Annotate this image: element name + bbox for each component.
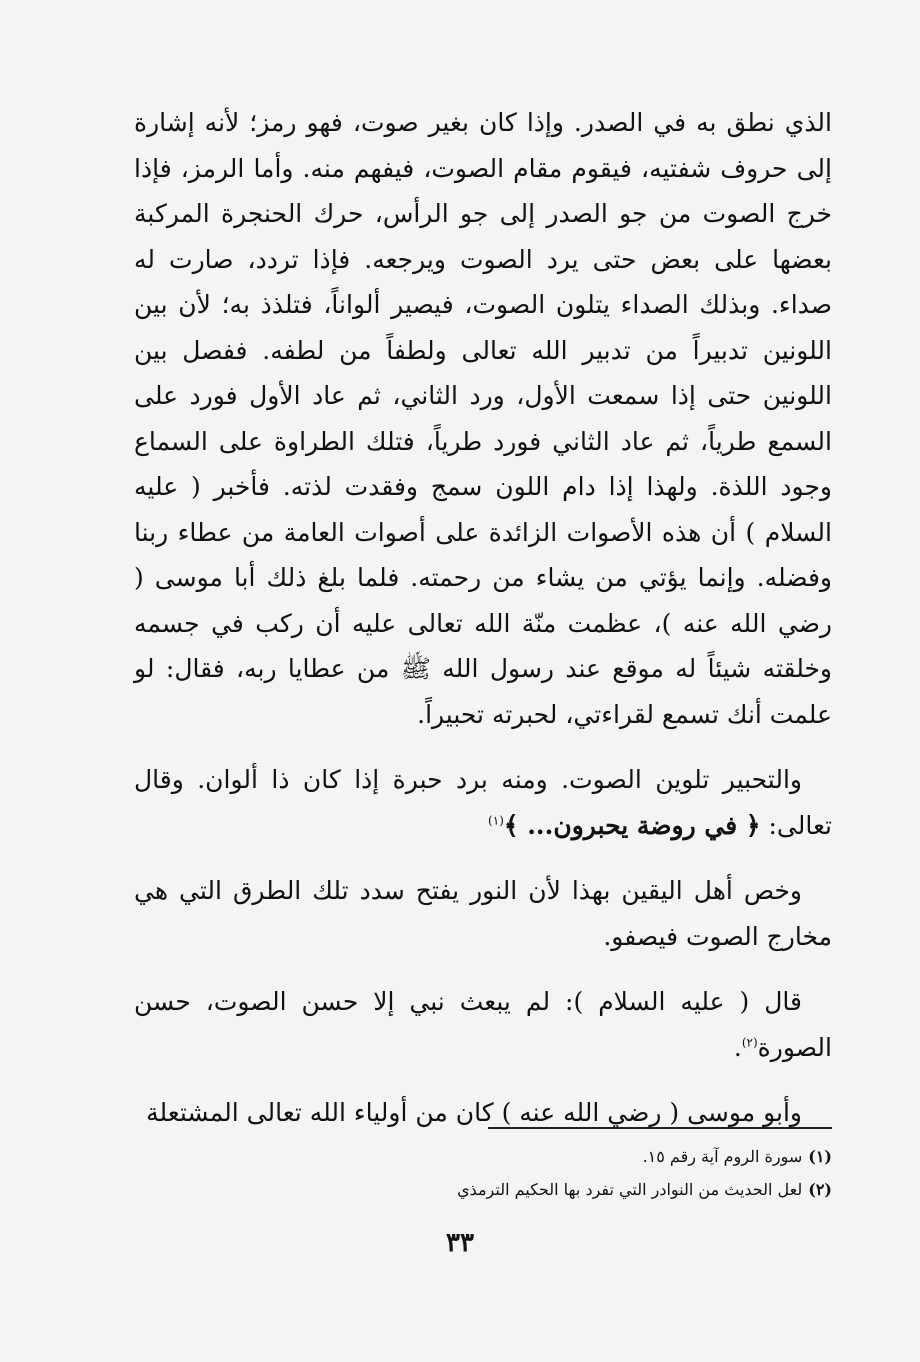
footnote-number: (٢)	[808, 1180, 832, 1199]
footnote-2	[134, 1173, 832, 1206]
paragraph-2-text: والتحبير تلوين الصوت. ومنه برد حبرة إذا كان ذا ألوان. وقال تعالى:	[134, 765, 832, 840]
footnotes	[134, 1140, 832, 1206]
paragraph-2	[134, 757, 832, 848]
footnote-divider	[488, 1127, 832, 1129]
main-text	[134, 100, 832, 1136]
paragraph-3: وخص أهل اليقين بهذا لأن النور يفتح سدد تلك الطرق التي هي مخارج الصوت فيصفو.	[134, 876, 832, 951]
footnote-ref-1: (١)	[488, 813, 504, 828]
paragraph-4-text: قال ( عليه السلام ): لم يبعث نبي إلا حسن الصوت، حسن الصورة	[134, 987, 832, 1062]
page-number: ٣٣	[446, 1228, 474, 1258]
paragraph-1: الذي نطق به في الصدر. وإذا كان بغير صوت، فهو رمز؛ لأنه إشارة إلى حروف شفتيه، فيقوم مقام الصوت، فيفهم منه. وأما الرمز، فإذا خرج الصوت من جو الصدر إلى جو الرأس، حرك الحنجرة المركبة بعضها على بعض حتى يرد الصوت ويرجعه. فإذا تردد، صارت له صداء. وبذلك الصداء يتلون الصوت، فيصير ألواناً، فتلذذ به؛ لأن بين اللونين تدبيراً من تدبير الله تعالى ولطفاً من لطفه. ففصل بين اللونين حتى إذا سمعت الأول، ورد الثاني، ثم عاد الأول فورد على السمع طرياً، ثم عاد الثاني فورد طرياً، فتلك الطراوة على السماع وجود اللذة. ولهذا إذا دام اللون سمج وفقدت لذته. فأخبر ( عليه السلام ) أن هذه الأصوات الزائدة على أصوات العامة من عطاء ربنا وفضله. وإنما يؤتي من يشاء من رحمته. فلما بلغ ذلك أبا موسى ( رضي الله عنه )، عظمت منّة الله تعالى عليه أن ركب في جسمه وخلقته شيئاً له موقع عند رسول الله ﷺ من عطايا ربه، فقال: لو علمت أنك تسمع لقراءتي، لحبرته تحبيراً.	[134, 108, 832, 729]
footnote-text: لعل الحديث من النوادر التي تفرد بها الحكيم الترمذي	[457, 1180, 803, 1199]
quran-verse: ﴿ في روضة يحبرون... ﴾	[503, 810, 761, 840]
footnote-text: سورة الروم آية رقم ١٥.	[642, 1147, 803, 1166]
footnote-1	[134, 1140, 832, 1173]
paragraph-4	[134, 979, 832, 1070]
footnote-number: (١)	[808, 1147, 832, 1166]
paragraph-4-end: .	[733, 1032, 742, 1062]
footnote-ref-2: (٢)	[741, 1035, 758, 1050]
paragraph-5: وأبو موسى ( رضي الله عنه ) كان من أولياء الله تعالى المشتعلة	[146, 1098, 802, 1127]
